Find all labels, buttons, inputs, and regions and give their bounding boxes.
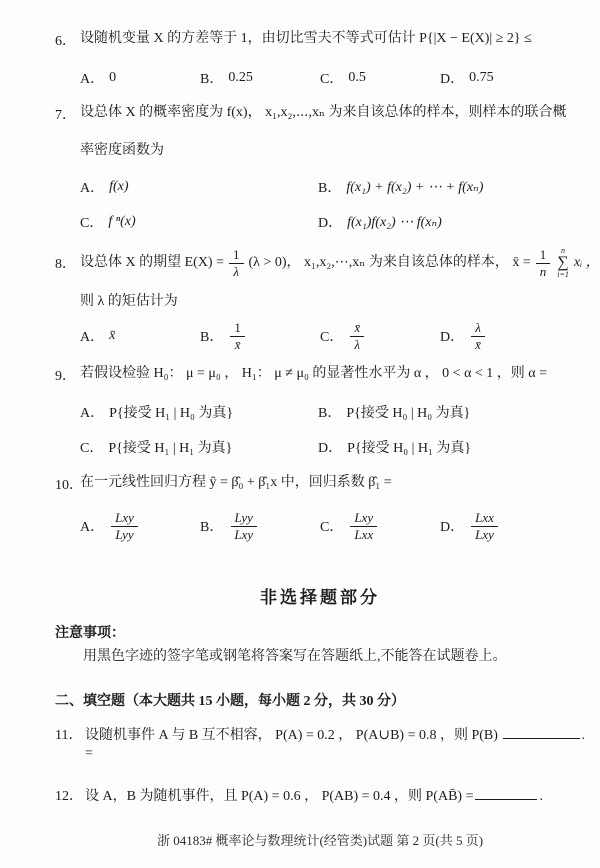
question-7-stem-line2: 率密度函数为 [80, 143, 164, 158]
option-label: C． [80, 441, 104, 457]
option-label: A． [80, 406, 105, 422]
option-b [200, 68, 320, 88]
option-c [320, 68, 440, 88]
option-value: 0.75 [469, 70, 494, 85]
question-8-number: 8． [55, 257, 76, 273]
option-b [200, 510, 320, 542]
option-label: B． [200, 520, 224, 536]
question-11 [55, 724, 585, 763]
question-9-number: 9． [55, 369, 76, 385]
sigma-symbol: ∑ [557, 254, 569, 272]
question-8-stem-line2-row [55, 293, 585, 310]
question-10 [55, 474, 585, 494]
fraction-numerator: 1 [536, 247, 551, 264]
fraction-denominator: Lxy [234, 526, 254, 542]
question-6-stem: 设随机变量 X 的方差等于 1，由切比雪夫不等式可估计 P{|X − E(X)| ≥ 2} ≤ [80, 31, 532, 46]
option-value: P{接受 H₀ | H₁ 为真} [347, 441, 472, 457]
option-value: f(x) [109, 179, 129, 194]
option-b [318, 177, 483, 197]
question-11-tail: . [581, 727, 585, 743]
fraction-numerator: λ [471, 320, 485, 337]
notes-label: 注意事项： [55, 625, 125, 641]
fraction-numerator: x̄ [350, 320, 364, 337]
fraction-numerator: 1 [229, 247, 244, 264]
option-value: f(x₁)f(x₂) ⋯ f(xₙ) [347, 214, 442, 230]
fraction-numerator: Lxy [350, 510, 377, 527]
question-10-number: 10． [55, 478, 83, 494]
fraction [471, 510, 498, 542]
option-value: x̄ [109, 328, 116, 344]
option-label: C． [320, 520, 344, 536]
option-a [80, 326, 200, 346]
stem-text: (λ > 0)， x₁,x₂,⋯,xₙ 为来自该总体的样本， x̄ = [248, 255, 531, 271]
option-label: D． [318, 441, 343, 457]
option-d [440, 510, 500, 542]
option-value: P{接受 H₁ | H₁ 为真} [108, 441, 233, 457]
option-value: f(x₁) + f(x₂) + ⋯ + f(xₙ) [346, 179, 484, 195]
fraction-numerator: Lyy [231, 510, 257, 527]
option-label: C． [320, 72, 344, 87]
option-label: C． [320, 330, 344, 346]
notes-text: 用黑色字迹的签字笔或钢笔将答案写在答题纸上,不能答在试题卷上。 [83, 648, 507, 664]
option-label: A． [80, 330, 105, 346]
option-d [440, 320, 487, 352]
option-value: 0 [109, 70, 117, 85]
option-d [440, 68, 494, 88]
fraction [536, 247, 551, 279]
fraction-denominator: λ [354, 336, 361, 352]
question-12 [55, 785, 585, 806]
option-d [318, 212, 442, 232]
question-10-options [55, 510, 585, 542]
option-b [200, 320, 320, 352]
question-11-stem: 设随机事件 A 与 B 互不相容， P(A) = 0.2 ， P(A∪B) = 0.8 ，则 P(B) = [85, 727, 498, 761]
option-value: P{接受 H₁ | H₀ 为真} [109, 406, 234, 422]
option-a [80, 68, 200, 88]
question-9-stem: 若假设检验 H₀： μ = μ₀ ， H₁： μ ≠ μ₀ 的显著性水平为 α ， 0 < α < 1 ，则 α = [80, 366, 548, 382]
question-6-options [55, 68, 585, 88]
question-9 [55, 365, 585, 385]
fill-in-heading: 二、填空题（本大题共 15 小题，每小题 2 分，共 30 分） [55, 693, 405, 709]
option-a [80, 177, 318, 197]
option-label: D． [440, 72, 465, 87]
option-c [320, 320, 440, 352]
option-a [80, 402, 318, 422]
fraction [471, 320, 485, 352]
option-label: C． [80, 216, 104, 231]
question-7-options-ab [55, 177, 585, 197]
option-label: D． [440, 330, 465, 346]
fraction-denominator: n [539, 263, 547, 279]
answer-blank [503, 724, 579, 739]
fraction [230, 510, 257, 542]
question-7-stem-line1: 设总体 X 的概率密度为 f(x)， x₁,x₂,⋯,xₙ 为来自该总体的样本，则样本的联合概 [80, 105, 567, 120]
question-9-options-cd [55, 437, 585, 457]
option-label: B． [200, 330, 224, 346]
question-7-number: 7． [55, 108, 76, 123]
option-label: D． [318, 216, 343, 231]
option-label: B． [318, 406, 342, 422]
option-label: D． [440, 520, 465, 536]
option-c [320, 510, 440, 542]
question-8-options [55, 320, 585, 352]
option-d [318, 437, 471, 457]
question-9-options-ab [55, 402, 585, 422]
option-c [80, 212, 318, 232]
fraction [230, 320, 245, 352]
question-12-number: 12． [55, 788, 83, 804]
fraction-denominator: x̄ [475, 336, 481, 352]
question-12-stem: 设 A，B 为随机事件，且 P(A) = 0.6 ， P(AB) = 0.4 ，则 P(AB̄) = [85, 788, 474, 804]
fraction [350, 510, 377, 542]
option-label: A． [80, 181, 105, 196]
fraction-denominator: Lxx [354, 526, 374, 542]
option-b [318, 402, 470, 422]
option-value: f ⁿ(x) [108, 214, 136, 229]
question-10-stem: 在一元线性回归方程 ŷ = β̂₀ + β̂₁x 中，回归系数 β̂₁ = [80, 475, 392, 491]
question-7-options-cd [55, 212, 585, 232]
stem-text: xᵢ ， [573, 255, 600, 271]
summation-lower-limit: i=1 [557, 270, 569, 280]
page-footer: 浙 04183# 概率论与数理统计(经管类)试题 第 2 页(共 5 页) [156, 832, 484, 848]
fraction-denominator: x̄ [234, 336, 241, 352]
summation [557, 247, 569, 279]
fraction-numerator: Lxy [111, 510, 138, 527]
fraction [350, 320, 364, 352]
option-label: A． [80, 72, 105, 87]
summation-upper-limit: n [561, 246, 566, 256]
fraction-denominator: Lyy [115, 526, 134, 542]
option-label: A． [80, 520, 105, 536]
question-11-number: 11． [55, 727, 83, 743]
fraction [111, 510, 138, 542]
question-8 [55, 246, 600, 280]
section-title: 非选择题部分 [260, 587, 380, 607]
question-6-number: 6． [55, 34, 76, 49]
option-c [80, 437, 318, 457]
option-label: B． [200, 72, 224, 87]
question-7 [55, 104, 585, 124]
option-value: P{接受 H₀ | H₀ 为真} [346, 406, 471, 422]
question-8-stem [80, 247, 600, 279]
question-8-stem-line2: 则 λ 的矩估计为 [80, 294, 178, 310]
stem-text: 设总体 X 的期望 E(X) = [80, 255, 224, 271]
answer-blank [475, 785, 537, 800]
question-7-stem-line2-row [55, 142, 585, 159]
fraction-denominator: Lxy [475, 526, 494, 542]
option-label: B． [318, 181, 342, 196]
question-12-tail: . [539, 788, 543, 804]
fraction-numerator: 1 [230, 320, 245, 337]
option-value: 0.25 [228, 70, 253, 85]
question-6 [55, 30, 585, 50]
fraction-denominator: λ [233, 263, 240, 279]
option-value: 0.5 [348, 70, 366, 85]
option-a [80, 510, 200, 542]
fraction-numerator: Lxx [471, 510, 498, 527]
fraction [229, 247, 244, 279]
